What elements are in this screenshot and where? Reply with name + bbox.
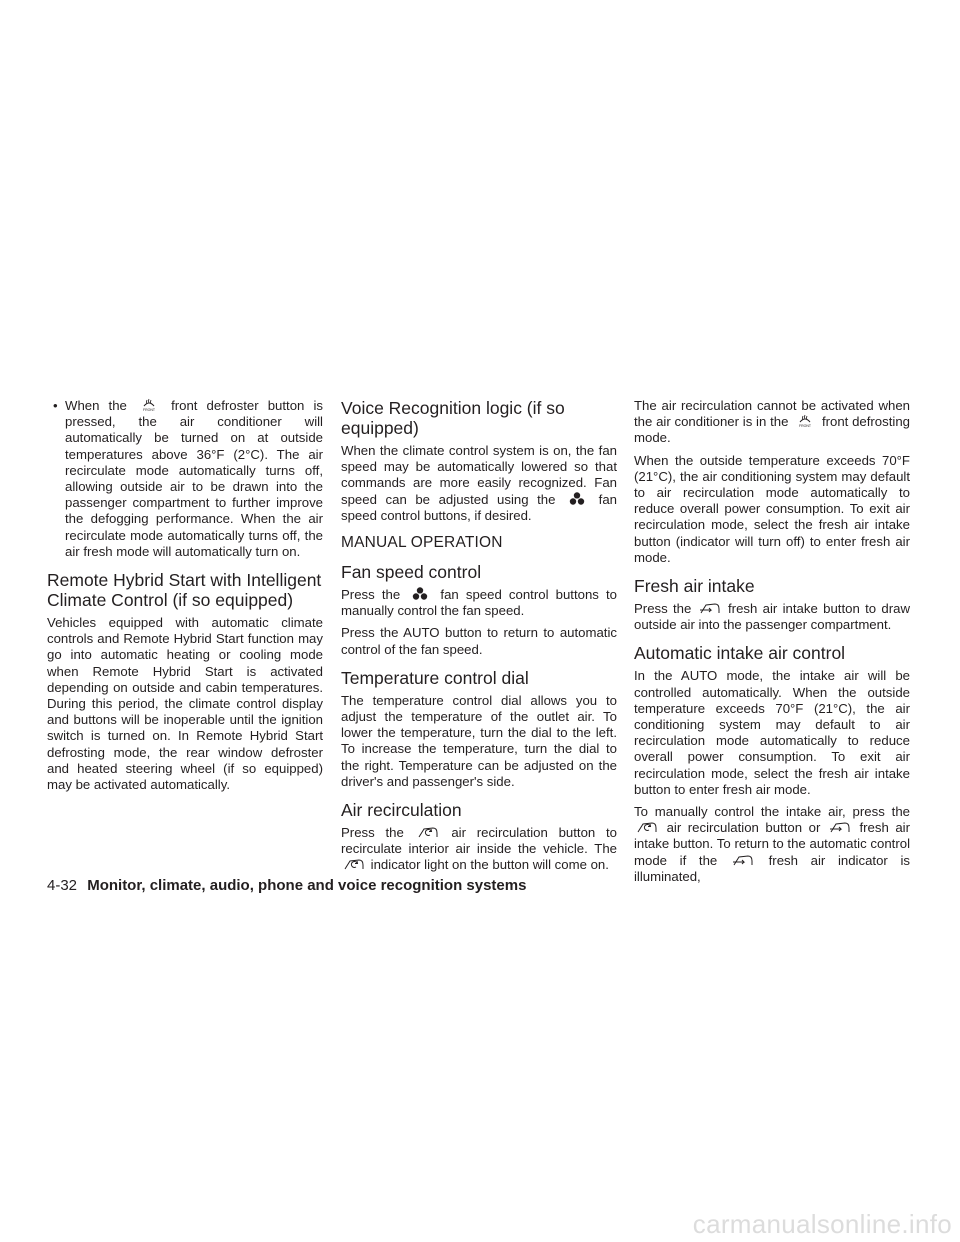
fresh-air-text: Press the fresh air intake button to draw outside air into the passenger compartment. xyxy=(634,601,910,633)
recirculation-continued-text: The air recirculation cannot be activated when the air conditioner is in the FRONT front defrosting mode. xyxy=(634,398,910,446)
fresh-air-intake-icon xyxy=(829,820,851,834)
remote-start-heading: Remote Hybrid Start with Intelligent Climate Control (if so equipped) xyxy=(47,570,322,611)
automatic-intake-text: In the AUTO mode, the intake air will be controlled automatically. When the outside temperature exceeds 70°F (21°C), the air conditioning system may default to air recirculation mode automatically to reduce overall power consumption. To exit air recirculation mode, select the fresh air intake button to enter fresh air mode. xyxy=(634,668,910,797)
svg-text:FRONT: FRONT xyxy=(142,408,156,412)
column-1 xyxy=(47,398,323,799)
svg-text:FRONT: FRONT xyxy=(799,424,812,429)
voice-recognition-heading: Voice Recognition logic (if so equipped) xyxy=(341,398,565,438)
page-number: 4-32 xyxy=(47,877,78,894)
front-defroster-icon xyxy=(794,414,816,428)
fan-speed-text: Press the fan speed control buttons to manually control the fan speed. xyxy=(341,587,617,619)
voice-recognition-text: When the climate control system is on, the fan speed may be automatically lowered so that commands are more easily recognized. Fan speed can be adjusted using the fan speed control buttons, if desired. xyxy=(341,443,618,523)
manual-operation-heading: MANUAL OPERATION xyxy=(341,534,503,552)
watermark: carmanualsonline.info xyxy=(692,1209,952,1239)
fan-auto-text: Press the AUTO button to return to automatic control of the fan speed. xyxy=(341,625,617,657)
fresh-air-intake-icon xyxy=(699,601,721,615)
temperature-dial-text: The temperature control dial allows you to adjust the temperature of the outlet air. To lower the temperature, turn the dial to the left. To increase the temperature, turn the dial to the right. Temperature can be adjusted on the driver's and passenger's side. xyxy=(341,692,617,789)
manual-intake-text: To manually control the intake air, press the air recirculation button or fresh air intake button. To return to the automatic control mode if the fresh air indicator is illuminated, xyxy=(634,804,911,884)
air-recirculation-text: Press the air recirculation button to recirculate interior air inside the vehicle. The indicator light on the button will come on. xyxy=(341,825,617,873)
fan-speed-heading: Fan speed control xyxy=(341,562,482,583)
fresh-air-heading: Fresh air intake xyxy=(634,576,755,597)
air-recirculation-icon xyxy=(636,820,658,834)
fan-icon xyxy=(409,587,431,601)
fresh-air-intake-icon xyxy=(732,853,754,867)
automatic-intake-heading: Automatic intake air control xyxy=(634,643,846,664)
defroster-bullet: • When the FRONT front defroster button is pressed, the air conditioner will automatically be turned on at outside temperatures above 36°F (2°C). The air recirculate mode automatically turns off, allowing outside air to be drawn into the passenger compartment to further improve the defogging performance. When the air recirculate mode automatically turns off, the air fresh mode will automatically turn on. xyxy=(53,398,323,559)
section-title: Monitor, climate, audio, phone and voice recognition systems xyxy=(87,877,527,894)
air-recirculation-icon xyxy=(417,825,439,839)
front-defroster-icon xyxy=(138,398,160,412)
outside-temperature-text: When the outside temperature exceeds 70°F (21°C), the air conditioning system may default to air recirculation mode automatically to reduce overall power consumption. To exit air recirculation mode, select the fresh air intake button (indicator will turn off) to enter fresh air mode. xyxy=(634,452,910,565)
column-3 xyxy=(634,398,910,891)
remote-start-text: Vehicles equipped with automatic climate controls and Remote Hybrid Start function may go into automatic heating or cooling mode when Remote Hybrid Start is activated depending on outside and cabin temperatures. During this period, the climate control display and buttons will be inoperable until the ignition switch is turned on. In Remote Hybrid Start defrosting mode, the rear window defroster and heated steering wheel (if so equipped) may be activated automatically. xyxy=(47,615,323,793)
bullet-marker: • xyxy=(53,398,58,413)
fan-icon xyxy=(566,492,588,506)
page-footer xyxy=(47,877,526,895)
air-recirculation-icon xyxy=(343,857,365,871)
column-2 xyxy=(341,398,617,880)
temperature-dial-heading: Temperature control dial xyxy=(341,667,529,688)
air-recirculation-heading: Air recirculation xyxy=(341,800,462,821)
